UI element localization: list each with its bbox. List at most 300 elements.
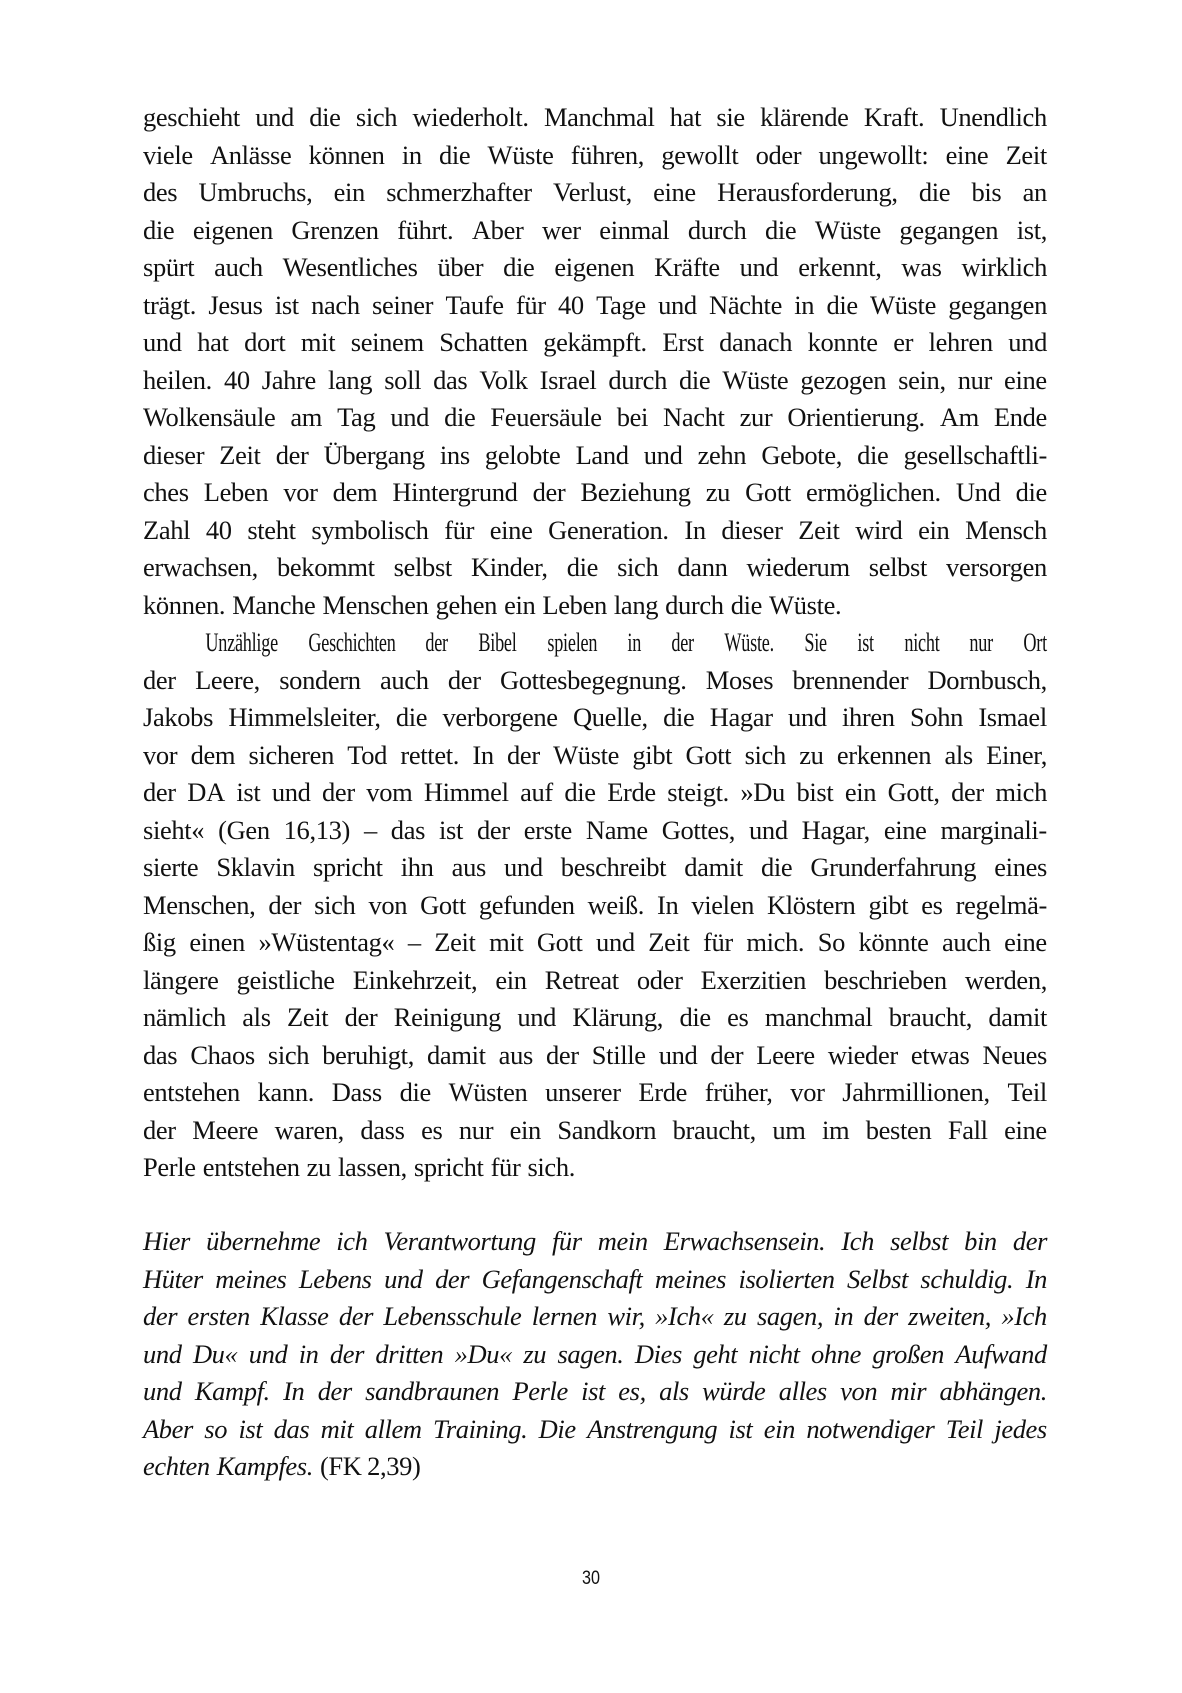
word: das [433, 364, 468, 395]
word: und [749, 814, 788, 845]
word: der [545, 1039, 579, 1070]
word: die [564, 777, 596, 807]
paragraph-line [143, 287, 1047, 325]
word: Erwachsensein. [663, 1226, 826, 1256]
word: lassen, [337, 1152, 407, 1182]
word: der [425, 627, 449, 657]
quote-citation: (FK 2,39) [319, 1451, 421, 1481]
paragraph-line [143, 137, 1047, 175]
word: sagen. [557, 1338, 624, 1369]
word: ein [844, 777, 877, 807]
word: braucht, [888, 1002, 973, 1032]
word: sagen, [757, 1301, 824, 1331]
word: soll [384, 364, 422, 395]
word: braucht, [672, 1114, 756, 1145]
word: Training. [432, 1413, 528, 1444]
word: sich [744, 739, 786, 770]
word: gesellschaftli- [903, 439, 1047, 470]
word: rettet. [400, 739, 460, 770]
word: der [143, 777, 176, 807]
paragraph-line [143, 999, 1047, 1037]
word: und [787, 702, 827, 732]
word: lernen [531, 1301, 597, 1331]
word: Wesentliches [282, 252, 418, 282]
word: Zeit [287, 1002, 329, 1032]
word: und [517, 1002, 557, 1032]
word: In [472, 739, 494, 770]
word: bin [964, 1226, 997, 1256]
word: lehren [928, 327, 993, 357]
word: auf [520, 777, 553, 807]
word: eine [945, 139, 989, 170]
word: auch [379, 664, 429, 695]
word: Gottesbegegnung. [499, 664, 687, 695]
word: Sohn [909, 702, 964, 732]
paragraph-line [143, 474, 1047, 512]
word: er [893, 327, 914, 357]
word: der [710, 1039, 744, 1070]
word: als [242, 1002, 271, 1032]
word: allem [364, 1413, 422, 1444]
word: Wüste [870, 289, 936, 320]
word: Exerzitien [700, 964, 806, 995]
word: ihn [400, 852, 434, 882]
word: ein [509, 1114, 541, 1145]
word: sich [355, 102, 398, 132]
word: Gott [536, 927, 583, 957]
paragraph-line [143, 174, 1047, 212]
word: es [727, 1002, 749, 1032]
word: und [658, 1039, 698, 1070]
word: Kinder, [470, 552, 548, 582]
word: sie [716, 102, 745, 132]
word: sieht« [143, 814, 205, 845]
word: für [515, 289, 546, 320]
word: – [407, 927, 421, 957]
word: früher, [704, 1077, 773, 1107]
word: isolierten [738, 1263, 835, 1294]
word: Sandkorn [557, 1114, 657, 1145]
word: eine [1004, 927, 1047, 957]
word: vielen [691, 889, 755, 920]
word: der [317, 1376, 352, 1406]
word: schmerzhafter [386, 177, 532, 207]
word: sierte [143, 852, 199, 882]
word: Klöstern [767, 889, 856, 920]
word: die [395, 702, 428, 732]
word: ist [439, 814, 464, 845]
paragraph-line [143, 1149, 1047, 1187]
word: ist [857, 627, 874, 657]
word: Zeit [1005, 139, 1047, 170]
word: Hagar, [801, 814, 870, 845]
word: wiederum [746, 552, 850, 582]
word: Wüste [553, 739, 620, 770]
word: Gott, [887, 777, 940, 807]
paragraph-line [143, 924, 1047, 962]
word: ist [728, 1413, 753, 1444]
paragraph-line [143, 324, 1047, 362]
word: jedes [994, 1413, 1047, 1444]
word: seiner [371, 289, 434, 320]
word: Neues [982, 1039, 1047, 1070]
body-text [143, 99, 1047, 1187]
word: Dass [331, 1077, 382, 1107]
word: Lebensschule [383, 1301, 522, 1331]
word: die [309, 102, 341, 132]
word: ohne [811, 1338, 861, 1369]
paragraph-line [143, 849, 1047, 887]
word: steht [247, 514, 296, 545]
word: Mensch [965, 514, 1047, 545]
word: für [444, 514, 475, 545]
word: Ich [841, 1226, 874, 1256]
word: Kampfes. [216, 1451, 313, 1481]
word: der [951, 777, 984, 807]
word: nicht [748, 1338, 800, 1369]
paragraph-line [143, 1112, 1047, 1150]
word: der [322, 777, 355, 807]
word: nach [311, 289, 360, 320]
word: heilen. [143, 364, 212, 395]
word: der [1012, 1226, 1047, 1256]
word: erkennt, [798, 252, 882, 282]
word: unserer [545, 1077, 621, 1107]
word: eine [883, 814, 927, 845]
word: Ort [1023, 627, 1047, 657]
word: und [271, 777, 311, 807]
word: sandbraunen [365, 1376, 500, 1406]
word: die [918, 177, 951, 207]
word: gekämpft. [543, 327, 647, 357]
word: von [840, 1376, 878, 1406]
word: der [671, 627, 694, 657]
word: Teil [945, 1413, 983, 1444]
word: erwachsen, [143, 552, 258, 582]
word: Zeit [434, 927, 476, 957]
word: meines [215, 1263, 287, 1294]
word: und [143, 327, 182, 357]
word: »Wüstentag« [258, 927, 395, 957]
paragraph-line [143, 962, 1047, 1000]
word: Perle [143, 1152, 196, 1182]
word: Dies [634, 1338, 682, 1369]
word: beschrieben [824, 964, 947, 995]
word: durch [665, 589, 724, 620]
word: Aber [143, 1413, 193, 1444]
word: entstehen [143, 1077, 240, 1107]
word: steigt. [667, 777, 729, 807]
word: die [760, 852, 793, 882]
word: mein [597, 1226, 648, 1256]
word: Beziehung [580, 477, 691, 507]
word: einen [189, 927, 245, 957]
word: Einkehrzeit, [352, 964, 478, 995]
word: Einer, [986, 739, 1047, 770]
word: für [551, 1226, 582, 1256]
word: wirklich [961, 252, 1047, 282]
word: spricht [413, 1152, 484, 1182]
word: wer [542, 214, 581, 245]
word: und [739, 252, 779, 282]
word: im [822, 1114, 850, 1145]
word: Umbruchs, [198, 177, 313, 207]
word: erkennen [836, 739, 932, 770]
word: – [363, 814, 377, 845]
word: mit [489, 927, 524, 957]
word: Orientierung. [787, 402, 925, 432]
word: beruhigt, [322, 1039, 414, 1070]
word: waren, [274, 1114, 344, 1145]
word: Nächte [709, 289, 782, 320]
word: Reinigung [393, 1002, 502, 1032]
word: Nacht [663, 402, 725, 432]
word: In [657, 889, 679, 920]
word: oder [636, 964, 683, 995]
word: zehn [697, 439, 747, 470]
word: und [255, 102, 294, 132]
paragraph-line [143, 737, 1047, 775]
word: Teil [1007, 1077, 1047, 1107]
word: sich [314, 889, 356, 920]
word: eine [489, 514, 533, 545]
word: bist [796, 777, 834, 807]
word: Stille [591, 1039, 646, 1070]
word: regelmä- [955, 889, 1047, 920]
word: in [627, 627, 642, 657]
word: Aufwand [955, 1338, 1047, 1369]
word: des [143, 177, 178, 207]
word: Wüste. [724, 627, 774, 657]
word: sondern [279, 664, 361, 695]
word: nur [957, 364, 993, 395]
word: es [921, 889, 943, 920]
word: dann [677, 552, 728, 582]
word: ein [763, 1413, 795, 1444]
word: Verantwortung [383, 1226, 536, 1256]
word: Anlässe [209, 139, 292, 170]
word: ein [504, 589, 536, 620]
word: Land [575, 439, 629, 470]
word: Selbst [847, 1263, 908, 1294]
word: wird [855, 514, 903, 545]
quote-line [143, 1448, 1047, 1486]
paragraph [143, 624, 1047, 1187]
word: gegangen [899, 214, 999, 245]
word: Gebote, [761, 439, 843, 470]
word: Jahre [261, 364, 316, 395]
word: Volk [479, 364, 528, 395]
word: beschreibt [560, 852, 667, 882]
quote-line [143, 1336, 1047, 1374]
page-number: 30 [582, 1568, 600, 1589]
word: in [833, 1301, 854, 1331]
word: zu [705, 477, 731, 507]
word: die [399, 1077, 431, 1107]
word: und [596, 927, 635, 957]
word: die [663, 702, 695, 732]
word: einmal [599, 214, 670, 245]
word: weiß. [587, 889, 645, 920]
paragraph-line [143, 437, 1047, 475]
word: der [344, 1002, 378, 1032]
word: Jahrmillionen, [842, 1077, 990, 1107]
word: gelobte [484, 439, 561, 470]
word: vor [283, 477, 318, 507]
word: Am [939, 402, 979, 432]
word: das [390, 814, 426, 845]
word: aus [451, 852, 486, 882]
word: Erde [638, 1077, 688, 1107]
word: die [143, 214, 175, 245]
word: Hagar [709, 702, 773, 732]
word: verborgene [442, 702, 558, 732]
word: die [765, 214, 797, 245]
word: mit [320, 1413, 354, 1444]
word: Erst [662, 327, 704, 357]
word: ihren [841, 702, 895, 732]
word: seinem [350, 327, 424, 357]
word: vor [790, 1077, 825, 1107]
word: über [437, 252, 484, 282]
quote-line [143, 1373, 1047, 1411]
word: Anstrengung [587, 1413, 718, 1444]
word: die [730, 589, 763, 620]
word: führen, [570, 139, 645, 170]
word: konnte [807, 327, 878, 357]
word: für [703, 927, 733, 957]
word: »Ich« [655, 1301, 714, 1331]
word: der [329, 1338, 365, 1369]
word: dort [244, 327, 286, 357]
word: zu [523, 1338, 547, 1369]
word: eine [1004, 1114, 1047, 1145]
word: ist [236, 777, 261, 807]
word: Name [585, 814, 648, 845]
word: nur [969, 627, 994, 657]
word: zu [723, 1301, 747, 1331]
word: dieser [721, 514, 783, 545]
word: etwas [910, 1039, 970, 1070]
paragraph-line [143, 587, 1047, 625]
word: zur [739, 402, 773, 432]
word: die [444, 402, 476, 432]
word: Tag [337, 402, 376, 432]
quote-line [143, 1298, 1047, 1336]
word: eigenen [554, 252, 635, 282]
word: spürt [143, 252, 195, 282]
word: Und [955, 477, 1001, 507]
word: die [438, 139, 471, 170]
word: gewollt [661, 139, 739, 170]
word: können. [143, 589, 226, 620]
word: was [901, 252, 942, 282]
word: Verlust, [552, 177, 632, 207]
word: gibt [868, 889, 909, 920]
word: Kraft. [863, 102, 925, 132]
word: mit [300, 327, 336, 357]
word: In [1025, 1263, 1047, 1294]
paragraph-line [143, 812, 1047, 850]
word: brennender [792, 664, 909, 695]
word: Zeit [219, 439, 261, 470]
word: Erde [607, 777, 656, 807]
word: So [817, 927, 845, 957]
word: und [143, 1338, 182, 1369]
word: nicht [903, 627, 940, 657]
word: der [532, 477, 566, 507]
word: die [857, 439, 889, 470]
word: Wolkensäule [143, 402, 276, 432]
word: symbolisch [311, 514, 429, 545]
quote-line [143, 1411, 1047, 1449]
word: wieder [827, 1039, 898, 1070]
word: dem [190, 739, 236, 770]
word: der [143, 1301, 178, 1331]
word: sicheren [248, 739, 334, 770]
word: Sie [804, 627, 827, 657]
word: können [308, 139, 385, 170]
word: es [421, 1114, 443, 1145]
word: Zeit [798, 514, 840, 545]
word: und [658, 289, 697, 320]
word: die [826, 289, 858, 320]
word: gegangen [948, 289, 1047, 320]
word: und [384, 1263, 423, 1294]
word: selbst [393, 552, 452, 582]
paragraph-line [143, 1037, 1047, 1075]
word: würde [702, 1376, 766, 1406]
word: Ende [993, 402, 1047, 432]
word: könnte [858, 927, 929, 957]
word: für [490, 1152, 521, 1182]
word: Wüste [487, 139, 554, 170]
word: sich. [527, 1152, 575, 1182]
word: Retreat [544, 964, 619, 995]
word: auch [214, 252, 263, 282]
word: eine [1004, 364, 1047, 395]
word: Fall [947, 1114, 988, 1145]
word: und [143, 1376, 182, 1406]
word: Leben [203, 477, 269, 507]
word: ist [238, 1413, 263, 1444]
word: Du« [192, 1338, 238, 1369]
word: (Gen [218, 814, 270, 845]
paragraph-line [143, 1074, 1047, 1112]
word: es, [618, 1376, 646, 1406]
word: von [368, 889, 408, 920]
word: so [204, 1413, 228, 1444]
word: Manche [232, 589, 316, 620]
word: hat [197, 327, 229, 357]
word: wiederholt. [412, 102, 529, 132]
paragraph-line [143, 512, 1047, 550]
word: Grenzen [291, 214, 379, 245]
word: selbst [890, 1226, 949, 1256]
word: Taufe [445, 289, 504, 320]
word: Manchmal [543, 102, 655, 132]
word: ches [143, 477, 189, 507]
paragraph-line [143, 399, 1047, 437]
word: viele [143, 139, 193, 170]
word: besten [865, 1114, 932, 1145]
word: spielen [547, 627, 598, 657]
word: Aber [471, 214, 524, 245]
word: der [143, 1114, 176, 1145]
word: Wüste [722, 364, 789, 395]
word: Himmelsleiter, [228, 702, 381, 732]
word: Dornbusch, [927, 664, 1047, 695]
